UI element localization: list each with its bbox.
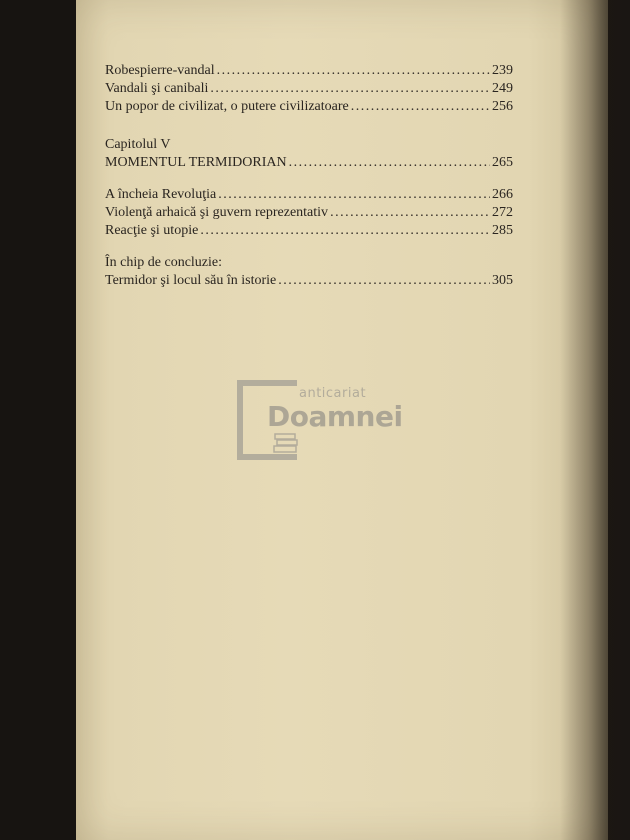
leader-dots xyxy=(351,98,490,116)
toc-entry-title: Reacţie şi utopie xyxy=(105,223,199,238)
toc-entry-title: Violenţă arhaică şi guvern reprezentativ xyxy=(105,205,329,220)
toc-entry-page: 285 xyxy=(492,223,513,238)
watermark-small-text: anticariat xyxy=(299,386,367,401)
toc-entry-page: 272 xyxy=(492,205,513,220)
toc-entry-page: 256 xyxy=(492,99,513,114)
leader-dots xyxy=(218,186,490,204)
leader-dots xyxy=(217,62,490,80)
chapter-entry xyxy=(105,154,513,172)
chapter-title: MOMENTUL TERMIDORIAN xyxy=(105,155,287,170)
toc-entry-page: 239 xyxy=(492,63,513,78)
page-edge-shadow xyxy=(560,0,630,840)
leader-dots xyxy=(289,154,490,172)
watermark-logo xyxy=(237,380,403,460)
toc-entry-title: Robespierre-vandal xyxy=(105,63,215,78)
toc-entry xyxy=(105,80,513,98)
leader-dots xyxy=(278,272,490,290)
toc-entry-page: 266 xyxy=(492,187,513,202)
leader-dots xyxy=(200,222,490,240)
toc-entry-title: Vandali şi canibali xyxy=(105,81,209,96)
toc-entry xyxy=(105,98,513,116)
toc-entry xyxy=(105,186,513,204)
chapter-page: 265 xyxy=(492,155,513,170)
leader-dots xyxy=(210,80,490,98)
conclusion-page: 305 xyxy=(492,273,513,288)
conclusion-label: În chip de concluzie: xyxy=(105,255,223,270)
toc-entry xyxy=(105,204,513,222)
conclusion-entry xyxy=(105,272,513,290)
table-of-contents xyxy=(105,62,513,290)
toc-entry-title: A încheia Revoluţia xyxy=(105,187,217,202)
toc-entry-page: 249 xyxy=(492,81,513,96)
leader-dots xyxy=(330,204,490,222)
books-icon xyxy=(273,432,299,454)
conclusion-title: Termidor şi locul său în istorie xyxy=(105,273,277,288)
watermark-big-text: Doamnei xyxy=(267,400,403,433)
toc-entry-title: Un popor de civilizat, o putere civilizatoare xyxy=(105,99,349,114)
chapter-label: Capitolul V xyxy=(105,137,171,152)
toc-entry xyxy=(105,62,513,80)
toc-entry xyxy=(105,222,513,240)
